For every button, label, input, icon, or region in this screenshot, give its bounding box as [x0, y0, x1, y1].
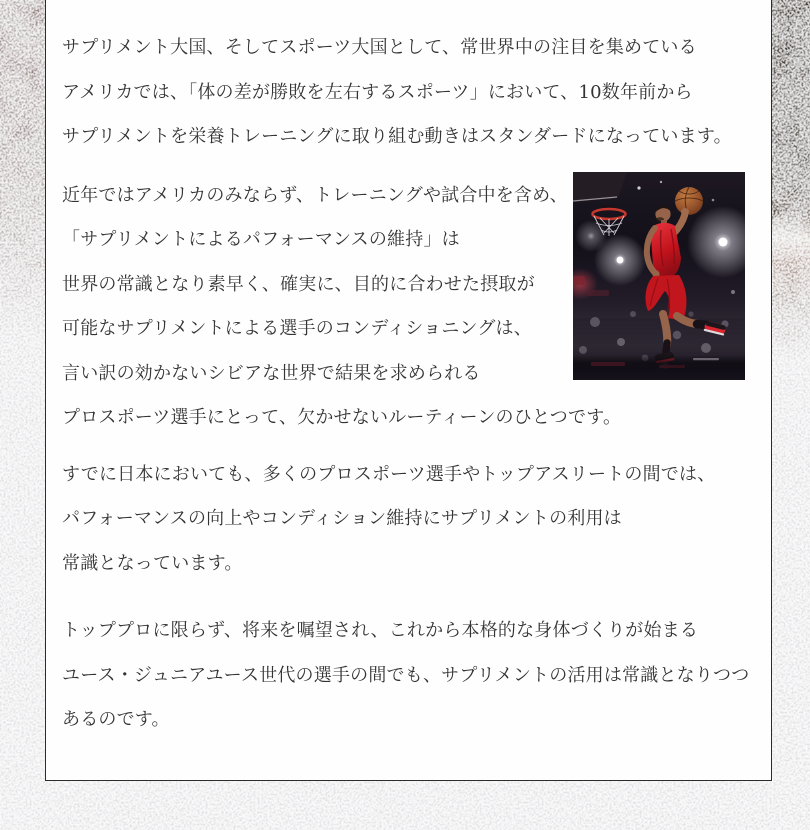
text-line: トッププロに限らず、将来を嘱望され、これから本格的な身体づくりが始まる: [62, 620, 699, 641]
paragraph-1: [62, 26, 745, 160]
text-line: サプリメント大国、そしてスポーツ大国として、常世界中の注目を集めている: [62, 37, 697, 58]
paragraph-3: [62, 453, 745, 587]
text-line: あるのです。: [62, 709, 170, 730]
text-line: パフォーマンスの向上やコンディション維持にサプリメントの利用は: [62, 508, 622, 529]
basketball-dunk-photo: [573, 172, 745, 380]
article-panel: [45, 0, 772, 781]
text-line: 常識となっています。: [62, 552, 243, 574]
text-line: 「サプリメントによるパフォーマンスの維持」は: [62, 229, 460, 250]
paragraph-4: [62, 609, 750, 743]
text-line: ユース・ジュニアユース世代の選手の間でも、サプリメントの活用は常識となりつつ: [62, 664, 750, 686]
text-line: 世界の常識となり素早く、確実に、目的に合わせた摂取が: [62, 273, 535, 295]
text-line: 言い訳の効かないシビアな世界で結果を求められる: [62, 362, 481, 384]
text-line: すでに日本においても、多くのプロスポーツ選手やトップアスリートの間では、: [62, 463, 716, 485]
text-line: プロスポーツ選手にとって、欠かせないルーティーンのひとつです。: [62, 407, 622, 428]
text-line: アメリカでは、「体の差が勝敗を左右するスポーツ」において、10数年前から: [62, 81, 693, 103]
text-line: 可能なサプリメントによる選手のコンディショニングは、: [62, 318, 532, 339]
text-line: 近年ではアメリカのみならず、トレーニングや試合中を含め、: [62, 184, 568, 206]
text-line: サプリメントを栄養トレーニングに取り組む動きはスタンダードになっています。: [62, 126, 732, 147]
